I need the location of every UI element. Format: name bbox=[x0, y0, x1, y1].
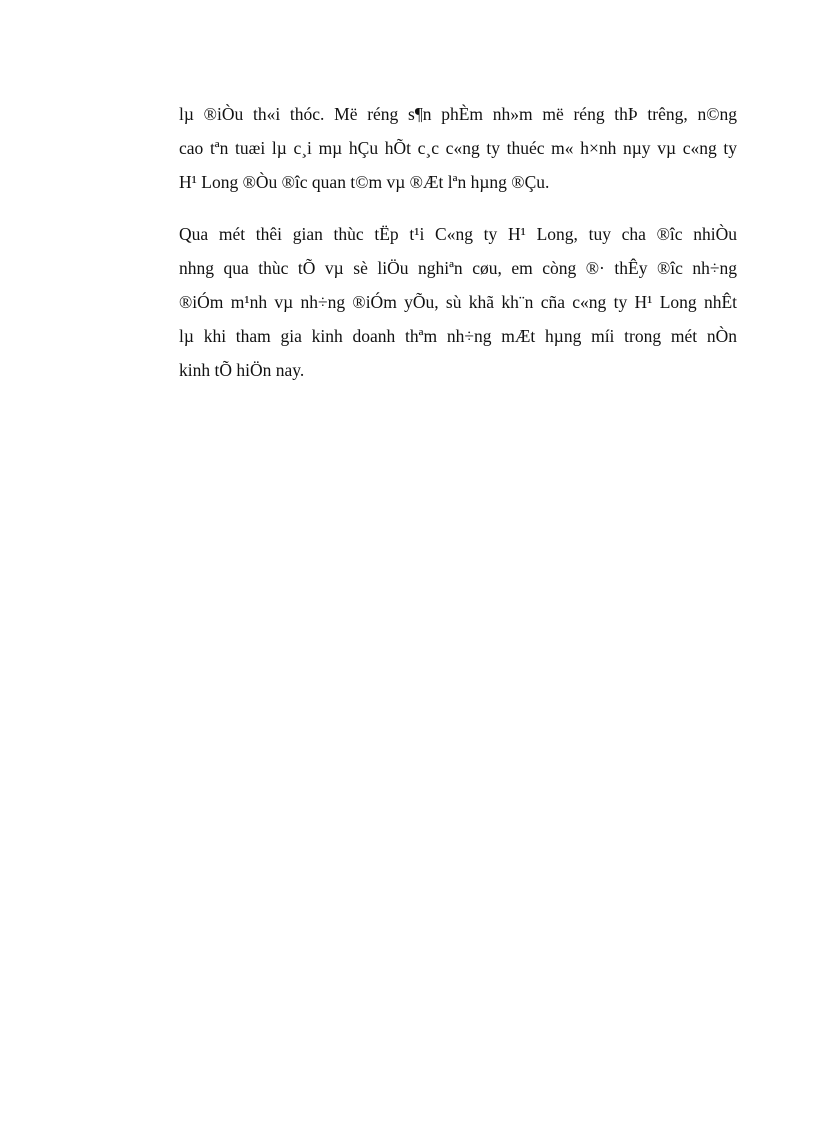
paragraph-1 bbox=[179, 97, 737, 199]
paragraph-2 bbox=[179, 217, 737, 387]
paragraph-line: cao tªn tuæi lµ c¸i mµ hÇu hÕt c¸c c«ng ty thuéc m« h×nh nµy vµ c«ng ty bbox=[179, 138, 737, 158]
paragraph-line: ®iÓm m¹nh vµ nh÷ng ®iÓm yÕu, sù khã kh¨n cña c«ng ty H¹ Long nhÊt bbox=[179, 292, 737, 312]
paragraph-line: Qua mét thêi gian thùc tËp t¹i C«ng ty H¹ Long, tuy cha ®îc nhiÒu bbox=[179, 224, 737, 244]
paragraph-line: lµ ®iÒu th«i thóc. Më réng s¶n phÈm nh»m më réng thÞ trêng, n©ng bbox=[179, 104, 737, 124]
paragraph-line: kinh tÕ hiÖn nay. bbox=[179, 360, 305, 380]
paragraph-line: nhng qua thùc tÕ vµ sè liÖu nghiªn cøu, em còng ®· thÊy ®îc nh÷ng bbox=[179, 258, 737, 278]
paragraph-line: lµ khi tham gia kinh doanh thªm nh÷ng mÆt hµng míi trong mét nÒn bbox=[179, 326, 737, 346]
paragraph-line: H¹ Long ®Òu ®îc quan t©m vµ ®Æt lªn hµng ®Çu. bbox=[179, 172, 550, 192]
